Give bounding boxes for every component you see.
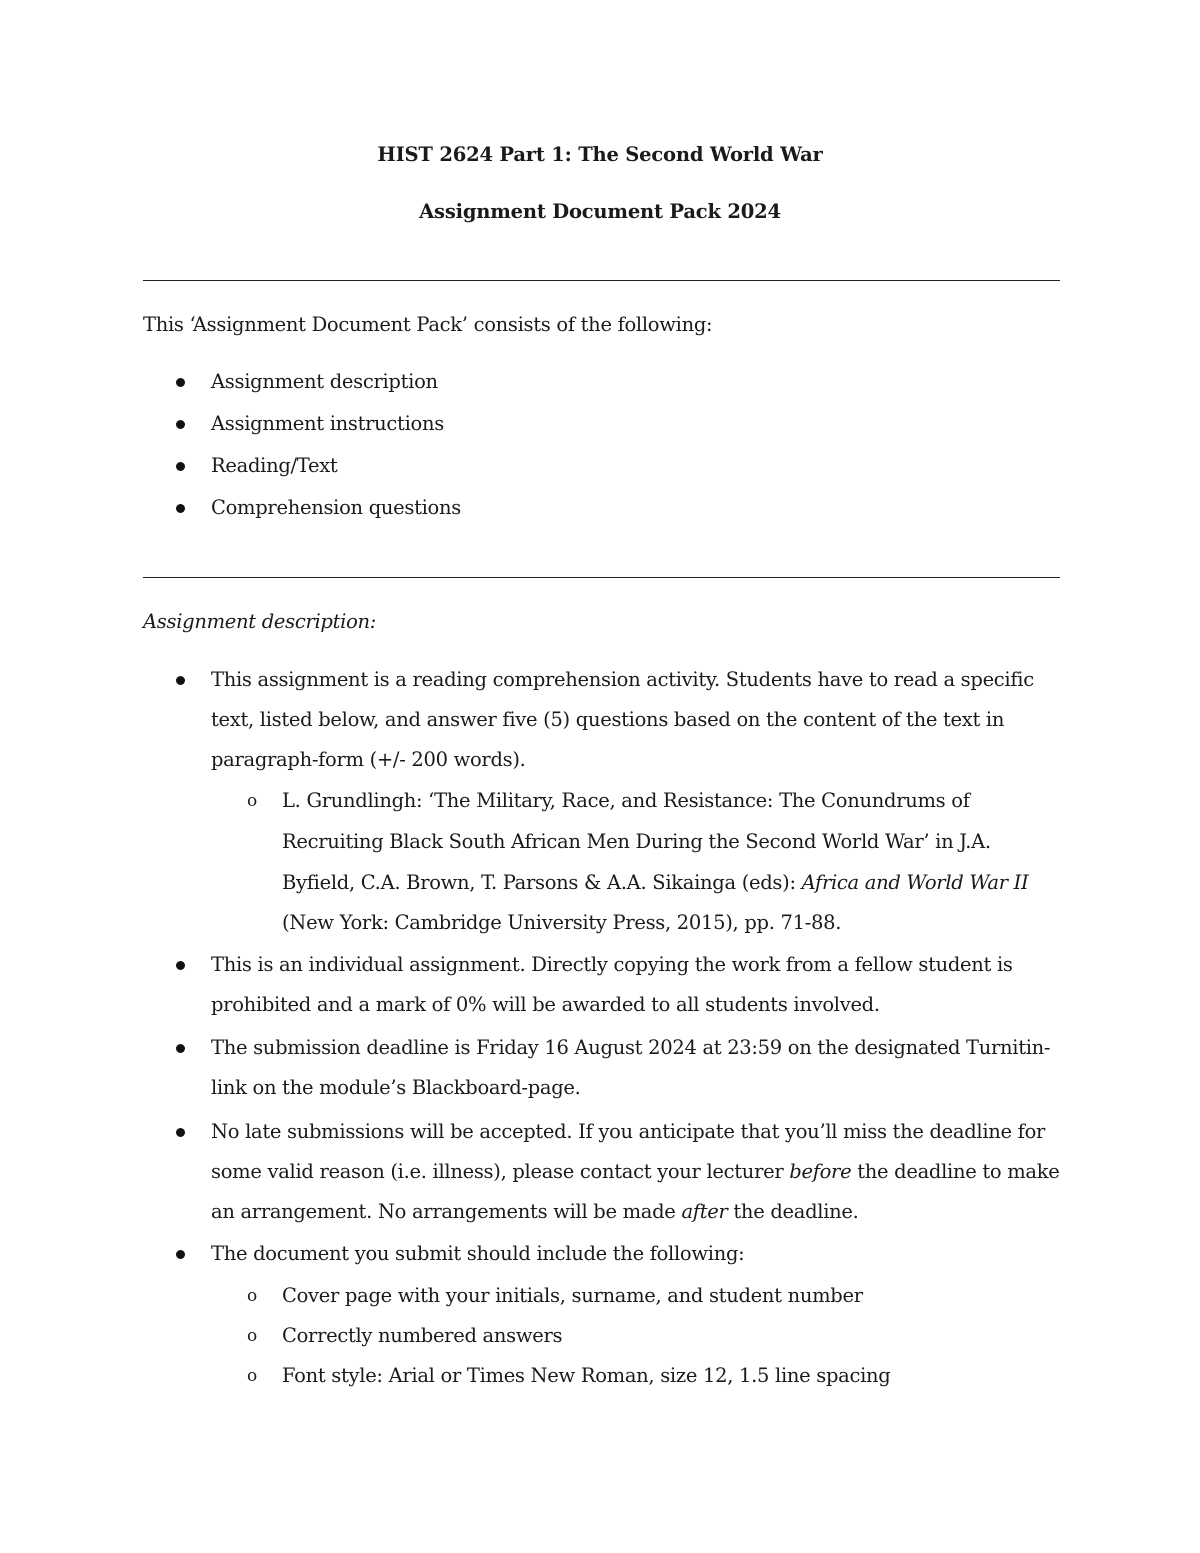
intro-paragraph: This ‘Assignment Document Pack’ consists of the following:: [143, 313, 713, 336]
bullet3-line: The submission deadline is Friday 16 August 2024 at 23:59 on the designated Turnitin-: [211, 1036, 1051, 1059]
contents-item: Assignment instructions: [211, 412, 444, 435]
bullet5-line: The document you submit should include the following:: [211, 1242, 745, 1265]
contents-item: Assignment description: [211, 370, 438, 393]
bullet4-text: some valid reason (i.e. illness), please contact your lecturer: [211, 1160, 790, 1183]
bullet4-line: No late submissions will be accepted. If you anticipate that you’ll miss the deadline for: [211, 1120, 1046, 1143]
bullet4-text: the deadline to make: [851, 1160, 1060, 1183]
reading-citation-text: Byfield, C.A. Brown, T. Parsons & A.A. Sikainga (eds):: [282, 871, 802, 894]
bullet-icon: [176, 378, 185, 387]
bullet4-text: an arrangement. No arrangements will be made: [211, 1200, 682, 1223]
reading-citation-line: [282, 863, 1028, 904]
bullet-icon: [176, 1250, 185, 1259]
bullet4-text: the deadline.: [727, 1200, 859, 1223]
bullet1-line: paragraph-form (+/- 200 words).: [211, 748, 526, 771]
sub-bullet-icon: o: [247, 1326, 258, 1346]
bullet-icon: [176, 1044, 185, 1053]
sub-bullet-icon: o: [247, 791, 258, 811]
document-subtitle: Assignment Document Pack 2024: [419, 200, 781, 223]
bullet-icon: [176, 961, 185, 970]
book-title: Africa and World War II: [801, 871, 1029, 894]
divider-top: [143, 280, 1060, 281]
contents-item: Reading/Text: [211, 454, 338, 477]
sub-bullet-icon: o: [247, 1286, 258, 1306]
requirement-item: Correctly numbered answers: [282, 1324, 563, 1347]
bullet4-line: [211, 1192, 859, 1233]
bullet-icon: [176, 504, 185, 513]
bullet4-line: [211, 1152, 1060, 1193]
emphasis-before: before: [789, 1160, 852, 1183]
bullet-icon: [176, 676, 185, 685]
emphasis-after: after: [681, 1200, 728, 1223]
requirement-item: Font style: Arial or Times New Roman, size 12, 1.5 line spacing: [282, 1364, 891, 1387]
reading-citation-line: L. Grundlingh: ‘The Military, Race, and Resistance: The Conundrums of: [282, 789, 970, 812]
reading-citation-line: Recruiting Black South African Men During the Second World War’ in J.A.: [282, 830, 991, 853]
sub-bullet-icon: o: [247, 1366, 258, 1386]
bullet1-line: text, listed below, and answer five (5) questions based on the content of the text in: [211, 708, 1005, 731]
bullet3-line: link on the module’s Blackboard-page.: [211, 1076, 581, 1099]
bullet1-line: This assignment is a reading comprehension activity. Students have to read a specific: [211, 668, 1034, 691]
bullet-icon: [176, 462, 185, 471]
bullet2-line: prohibited and a mark of 0% will be awarded to all students involved.: [211, 993, 880, 1016]
divider-bottom: [143, 577, 1060, 578]
bullet-icon: [176, 420, 185, 429]
bullet2-line: This is an individual assignment. Directly copying the work from a fellow student is: [211, 953, 1013, 976]
reading-citation-line: (New York: Cambridge University Press, 2015), pp. 71-88.: [282, 911, 842, 934]
document-title: HIST 2624 Part 1: The Second World War: [377, 143, 823, 166]
contents-item: Comprehension questions: [211, 496, 461, 519]
requirement-item: Cover page with your initials, surname, and student number: [282, 1284, 863, 1307]
section-heading: Assignment description:: [143, 610, 377, 633]
bullet-icon: [176, 1128, 185, 1137]
